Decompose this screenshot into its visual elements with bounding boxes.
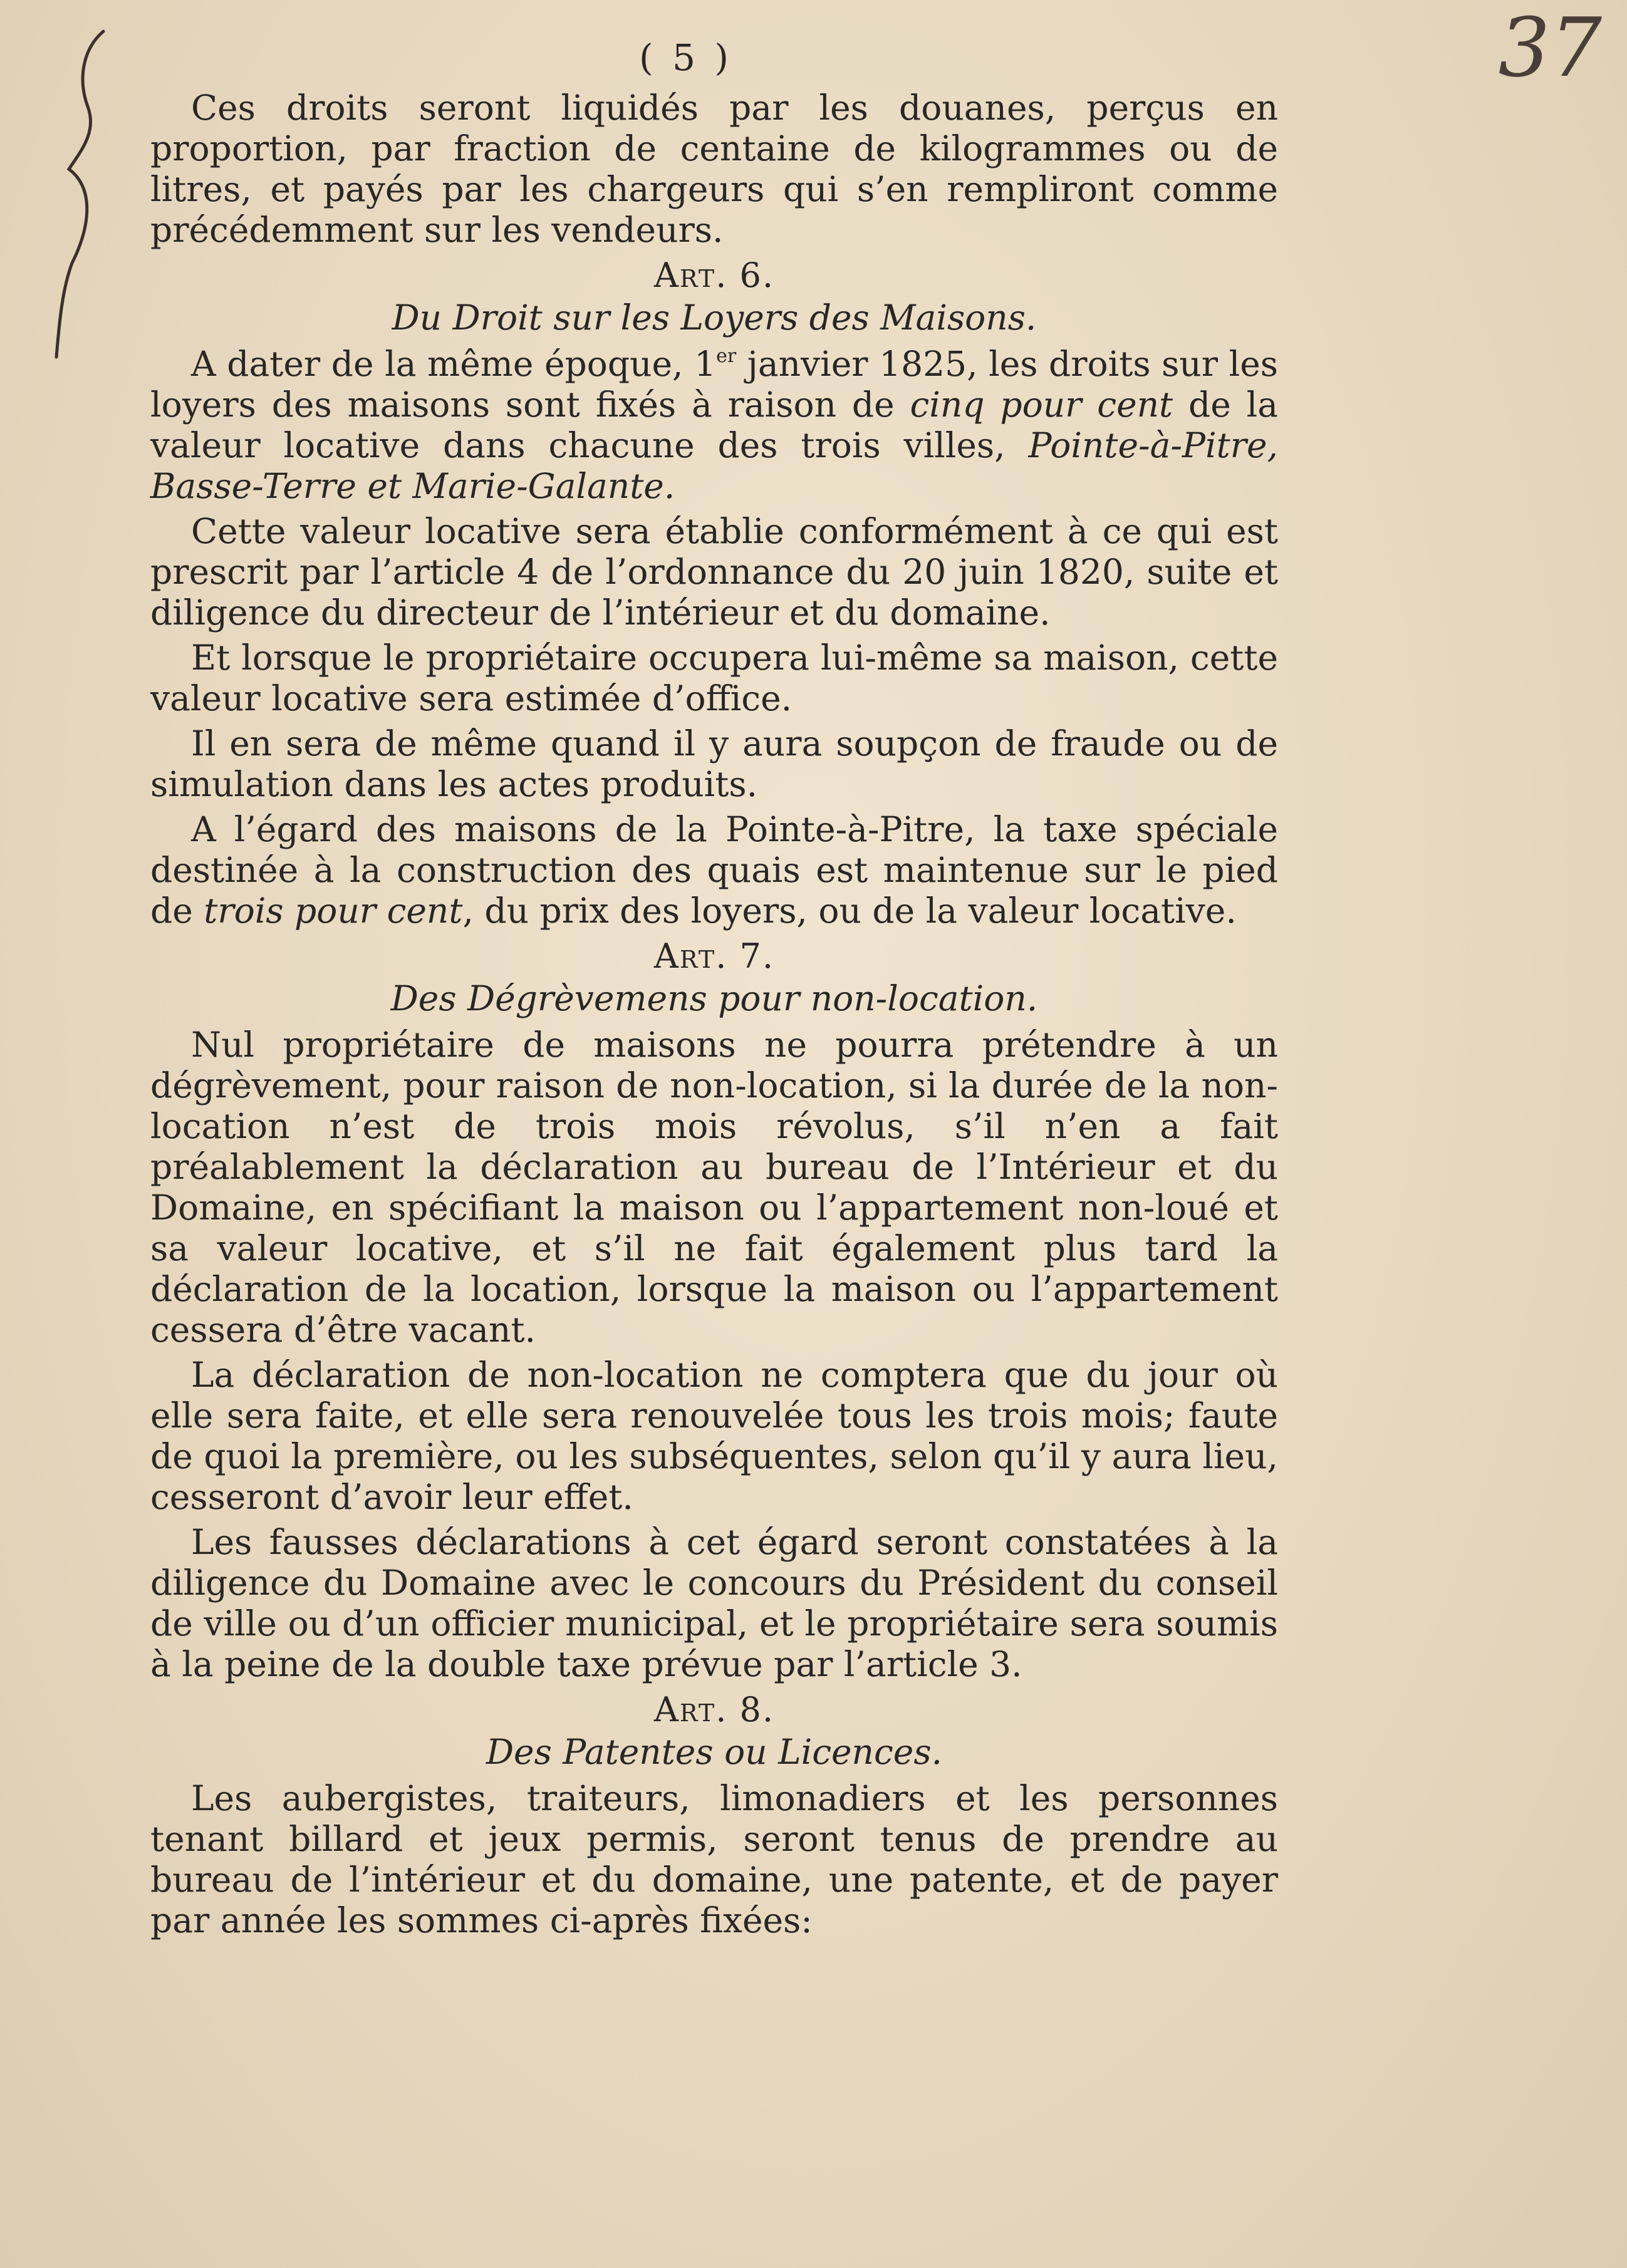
article-6-heading: Art. 6.: [653, 256, 775, 295]
article-8-paragraph-1: Les aubergistes, traiteurs, limonadiers et les personnes tenant billard et jeux permis, seront tenus de prendre au bureau de l’intérieur et du domaine, une patente, et de payer par année les sommes ci-après fixées:: [150, 1778, 1278, 1940]
article-6-paragraph-3: Et lorsque le propriétaire occupera lui-même sa maison, cette valeur locative sera estimée d’office.: [150, 638, 1278, 718]
paragraph-intro: Ces droits seront liquidés par les douanes, perçus en proportion, par fraction de centaine de kilogrammes ou de litres, et payés par les chargeurs qui s’en rempliront comme précédemment sur les vendeurs.: [150, 88, 1278, 250]
article-6-paragraph-4: Il en sera de même quand il y aura soupçon de fraude ou de simulation dans les actes produits.: [150, 723, 1278, 804]
article-6-paragraph-2: Cette valeur locative sera établie conformément à ce qui est prescrit par l’article 4 de l’ordonnance du 20 juin 1820, suite et diligence du directeur de l’intérieur et du domaine.: [150, 511, 1278, 633]
article-7-heading: Art. 7.: [653, 936, 775, 976]
document-body: [150, 88, 1278, 1945]
page-number: ( 5 ): [639, 36, 733, 79]
article-6-paragraph-1: A dater de la même époque, 1er janvier 1825, les droits sur les loyers des maisons sont fixés à raison de cinq pour cent de la valeur locative dans chacune des trois villes, Pointe-à-Pitre, Basse-Terre et Marie-Galante.: [150, 344, 1279, 506]
article-8-title: Des Patentes ou Licences.: [486, 1732, 943, 1772]
article-8-heading: Art. 8.: [653, 1690, 775, 1729]
article-6-paragraph-5: A l’égard des maisons de la Pointe-à-Pitre, la taxe spéciale destinée à la construction des quais est maintenue sur le pied de trois pour cent, du prix des loyers, ou de la valeur locative.: [150, 809, 1278, 931]
article-7-title: Des Dégrèvemens pour non-location.: [390, 978, 1038, 1018]
margin-bracket-mark: [44, 25, 119, 363]
article-7-paragraph-2: La déclaration de non-location ne comptera que du jour où elle sera faite, et elle sera renouvelée tous les trois mois; faute de quoi la première, ou les subséquentes, selon qu’il y aura lieu, cesseront d’avoir leur effet.: [150, 1355, 1278, 1517]
article-7-paragraph-1: Nul propriétaire de maisons ne pourra prétendre à un dégrèvement, pour raison de non-location, si la durée de la non-location n’est de trois mois révolus, s’il n’en a fait préalablement la déclaration au bureau de l’Intérieur et du Domaine, en spécifiant la maison ou l’appartement non-loué et sa valeur locative, et s’il ne fait également plus tard la déclaration de la location, lorsque la maison ou l’appartement cessera d’être vacant.: [150, 1025, 1278, 1350]
article-6-title: Du Droit sur les Loyers des Maisons.: [392, 298, 1037, 338]
handwritten-annotation: 37: [1498, 0, 1602, 95]
article-7-paragraph-3: Les fausses déclarations à cet égard seront constatées à la diligence du Domaine avec le concours du Président du conseil de ville ou d’un officier municipal, et le propriétaire sera soumis à la peine de la double taxe prévue par l’article 3.: [150, 1522, 1278, 1684]
